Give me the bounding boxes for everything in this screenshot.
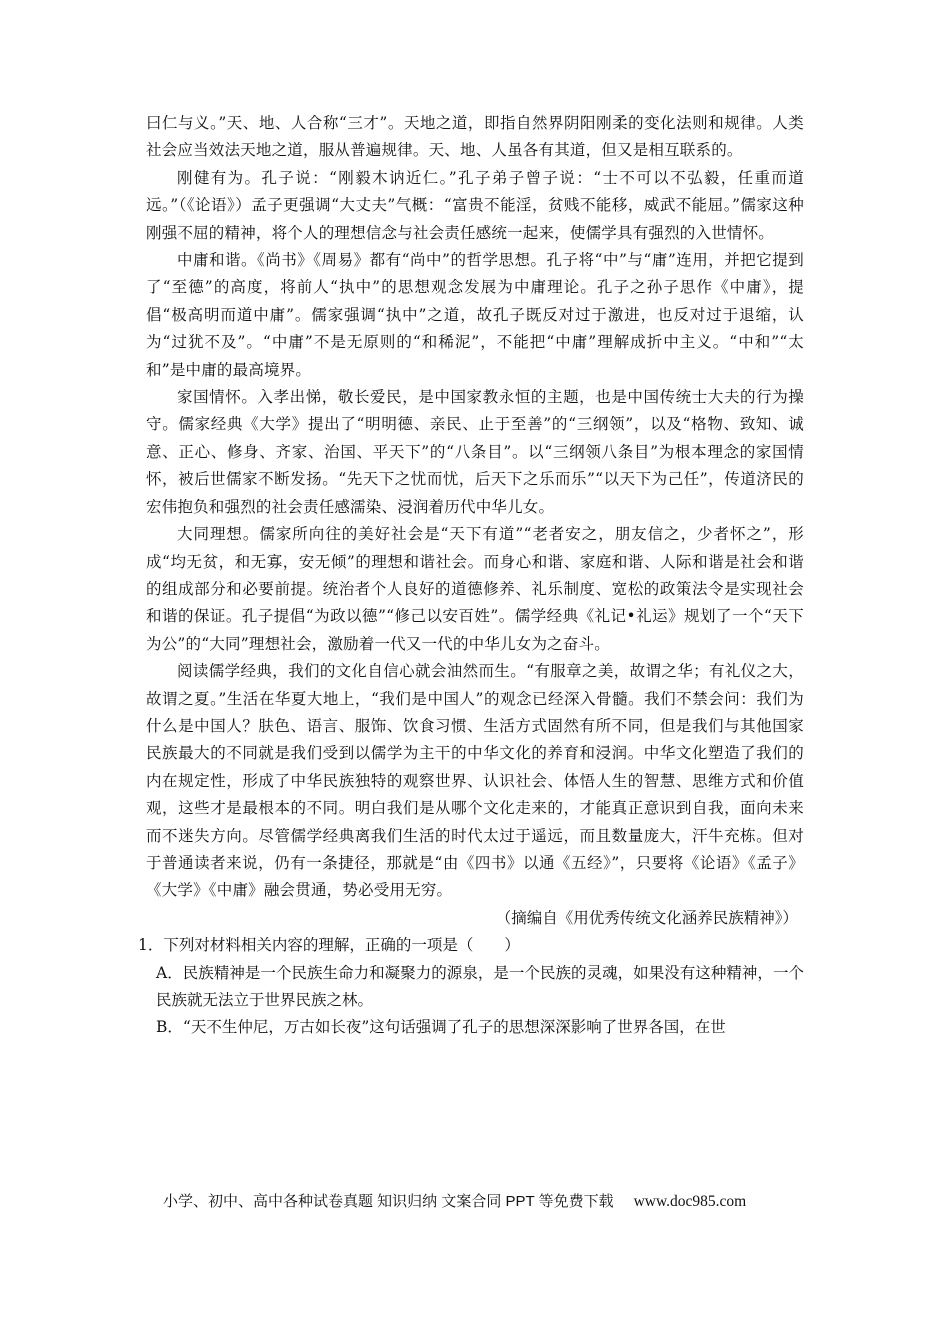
article-body: [138, 110, 804, 1042]
option-b: B．“天不生仲尼，万古如长夜”这句话强调了孔子的思想深深影响了世界各国，在世: [156, 1018, 726, 1037]
paragraph-gangjian: 刚健有为。孔子说：“刚毅木讷近仁。”孔子弟子曾子说：“士不可以不弘毅，任重而道远。”（《论语》）孟子更强调“大丈夫”气概：“富贵不能淫，贫贱不能移，威武不能屈。”儒家这种刚强不屈的精神，将个人的理想信念与社会责任感统一起来，使儒学具有强烈的入世情怀。: [146, 168, 804, 242]
paragraph-datong: 大同理想。儒家所向往的美好社会是“天下有道”“老者安之，朋友信之，少者怀之”，形成“均无贫，和无寡，安无倾”的理想和谐社会。而身心和谐、家庭和谐、人际和谐是社会和谐的组成部分和必要前提。统治者个人良好的道德修养、礼乐制度、宽松的政策法令是实现社会和谐的保证。孔子提倡“为政以德”“修己以安百姓”。儒学经典《礼记•礼运》规划了一个“天下为公”的“大同”理想社会，激励着一代又一代的中华儿女为之奋斗。: [146, 525, 804, 653]
paragraph-zhongyong: 中庸和谐。《尚书》《周易》都有“尚中”的哲学思想。孔子将“中”与“庸”连用，并把它提到了“至德”的高度，将前人“执中”的思想观念发展为中庸理论。孔子之孙子思作《中庸》，提倡“极高明而道中庸”。儒家强调“执中”之道，故孔子既反对过于激进，也反对过于退缩，认为“过犹不及”。“中庸”不是无原则的“和稀泥”，不能把“中庸”理解成折中主义。“中和”“太和”是中庸的最高境界。: [146, 251, 804, 379]
paragraph-conclusion: 阅读儒学经典，我们的文化自信心就会油然而生。“有服章之美，故谓之华；有礼仪之大，故谓之夏。”生活在华夏大地上，“我们是中国人”的观念已经深入骨髓。我们不禁会问：我们为什么是中国人？肤色、语言、服饰、饮食习惯、生活方式固然有所不同，但是我们与其他国家民族最大的不同就是我们受到以儒学为主干的中华文化的养育和浸润。中华文化塑造了我们的内在规定性，形成了中华民族独特的观察世界、认识社会、体悟人生的智慧、思维方式和价值观，这些才是最根本的不同。明白我们是从哪个文化走来的，才能真正意识到自我，面向未来而不迷失方向。尽管儒学经典离我们生活的时代太过于遥远，而且数量庞大，汗牛充栋。但对于普通读者来说，仍有一条捷径，那就是“由《四书》以通《五经》”，只要将《论语》《孟子》《大学》《中庸》融会贯通，势必受用无穷。: [146, 662, 804, 900]
question-stem: 1．下列对材料相关内容的理解，正确的一项是（ ）: [138, 936, 520, 955]
footer-banner: [163, 1190, 803, 1211]
paragraph-jiaguo: 家国情怀。入孝出悌，敬长爱民，是中国家教永恒的主题，也是中国传统士大夫的行为操守。儒家经典《大学》提出了“明明德、亲民、止于至善”的“三纲领”，以及“格物、致知、诚意、正心、修身、齐家、治国、平天下”的“八条目”。以“三纲领八条目”为根本理念的家国情怀，被后世儒家不断发扬。“先天下之忧而忧，后天下之乐而乐”“以天下为己任”，传道济民的宏伟抱负和强烈的社会责任感濡染、浸润着历代中华儿女。: [146, 388, 804, 516]
paragraph-continuation: 曰仁与义。”天、地、人合称“三才”。天地之道，即指自然界阴阳刚柔的变化法则和规律。人类社会应当效法天地之道，服从普遍规律。天、地、人虽各有其道，但又是相互联系的。: [146, 114, 804, 160]
option-a: A．民族精神是一个民族生命力和凝聚力的源泉，是一个民族的灵魂，如果没有这种精神，一个民族就无法立于世界民族之林。: [156, 963, 804, 1009]
source-citation: （摘编自《用优秀传统文化涵养民族精神》）: [495, 908, 798, 927]
footer-text: 小学、初中、高中各种试卷真题 知识归纳 文案合同 PPT 等免费下载: [163, 1193, 614, 1210]
footer-url[interactable]: www.doc985.com: [633, 1193, 747, 1210]
